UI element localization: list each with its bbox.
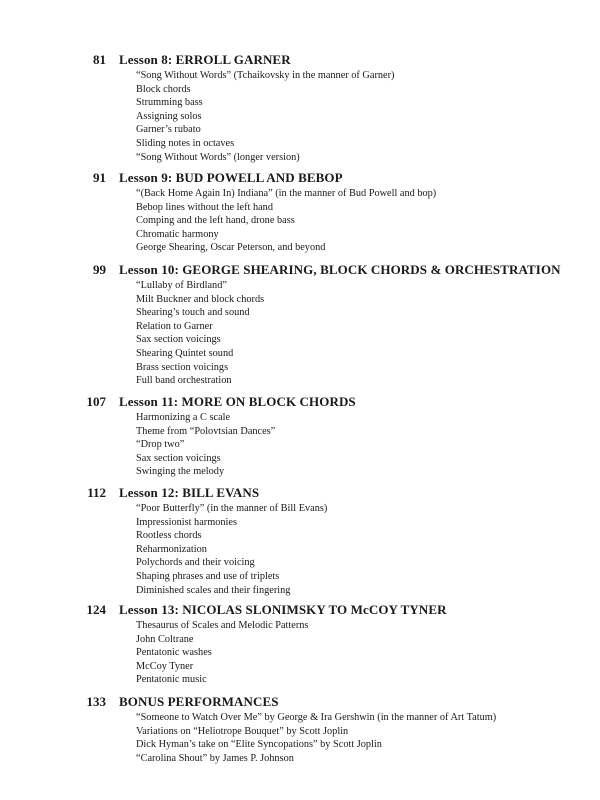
toc-subtopic: John Coltrane xyxy=(136,633,194,645)
toc-subtopic: Impressionist harmonies xyxy=(136,516,237,528)
toc-page-number: 124 xyxy=(86,602,106,617)
toc-section-heading: Lesson 8: ERROLL GARNER xyxy=(119,52,291,67)
toc-subtopic: “Lullaby of Birdland” xyxy=(136,280,227,291)
toc-subtopic-list xyxy=(136,187,436,255)
toc-subtopic-list xyxy=(136,502,327,597)
toc-subtopic: Chromatic harmony xyxy=(136,228,219,240)
toc-subtopic: George Shearing, Oscar Peterson, and beyond xyxy=(136,242,326,254)
toc-section-heading: Lesson 13: NICOLAS SLONIMSKY TO McCOY TYNER xyxy=(119,602,447,617)
toc-subtopic: “Someone to Watch Over Me” by George & Ira Gershwin (in the manner of Art Tatum) xyxy=(136,712,497,723)
toc-subtopic: Theme from “Polovtsian Dances” xyxy=(136,425,276,437)
toc-subtopic: Harmonizing a C scale xyxy=(136,412,231,423)
toc-subtopic: Pentatonic music xyxy=(136,674,207,686)
toc-subtopic: Shearing’s touch and sound xyxy=(136,307,250,319)
toc-subtopic: Milt Buckner and block chords xyxy=(136,293,265,305)
toc-page-number: 107 xyxy=(86,394,106,409)
toc-section-heading: Lesson 12: BILL EVANS xyxy=(119,485,260,500)
toc-subtopic: Assigning solos xyxy=(136,110,202,122)
toc-section-heading: Lesson 10: GEORGE SHEARING, BLOCK CHORDS & ORCHESTRATION xyxy=(119,262,561,277)
toc-subtopic: “Poor Butterfly” (in the manner of Bill Evans) xyxy=(136,503,328,514)
toc-subtopic-list xyxy=(136,711,496,765)
toc-subtopic: Pentatonic washes xyxy=(136,647,212,659)
toc-subtopic: Diminished scales and their fingering xyxy=(136,584,291,596)
toc-subtopic-list xyxy=(136,619,308,687)
toc-page-number: 133 xyxy=(86,694,106,709)
toc-subtopic: Shearing Quintet sound xyxy=(136,347,234,359)
toc-subtopic: Thesaurus of Scales and Melodic Patterns xyxy=(136,620,309,631)
toc-subtopic: “Drop two” xyxy=(136,439,185,451)
toc-subtopic: Variations on “Heliotrope Bouquet” by Scott Joplin xyxy=(136,725,349,737)
toc-subtopic: “Song Without Words” (Tchaikovsky in the manner of Garner) xyxy=(136,70,395,81)
toc-page-number: 112 xyxy=(87,485,106,500)
toc-subtopic: Reharmonization xyxy=(136,543,207,555)
toc-subtopic-list xyxy=(136,411,275,479)
toc-section-heading: BONUS PERFORMANCES xyxy=(119,694,279,709)
toc-subtopic: “Song Without Words” (longer version) xyxy=(136,151,300,163)
toc-subtopic: Swinging the melody xyxy=(136,466,225,478)
toc-subtopic: Strumming bass xyxy=(136,97,203,109)
toc-page-number: 99 xyxy=(93,262,106,277)
toc-subtopic: McCoy Tyner xyxy=(136,660,194,672)
toc-subtopic: Brass section voicings xyxy=(136,361,229,373)
toc-subtopic-list xyxy=(136,279,264,388)
toc-subtopic: Sax section voicings xyxy=(136,452,221,464)
toc-subtopic: Bebop lines without the left hand xyxy=(136,201,273,213)
toc-subtopic-list xyxy=(136,69,394,164)
toc-subtopic: Rootless chords xyxy=(136,530,202,542)
toc-subtopic: Sax section voicings xyxy=(136,334,221,346)
toc-subtopic: Garner’s rubato xyxy=(136,124,201,136)
toc-page-number: 91 xyxy=(93,170,106,185)
toc-subtopic: Dick Hyman’s take on “Elite Syncopations” by Scott Joplin xyxy=(136,739,382,751)
toc-section-heading: Lesson 9: BUD POWELL AND BEBOP xyxy=(119,170,343,185)
toc-subtopic: Relation to Garner xyxy=(136,320,213,332)
toc-subtopic: Polychords and their voicing xyxy=(136,557,255,569)
toc-subtopic: Block chords xyxy=(136,83,191,95)
toc-subtopic: Sliding notes in octaves xyxy=(136,137,235,149)
toc-subtopic: “(Back Home Again In) Indiana” (in the manner of Bud Powell and bop) xyxy=(136,188,437,199)
toc-subtopic: Comping and the left hand, drone bass xyxy=(136,215,295,227)
toc-section-heading: Lesson 11: MORE ON BLOCK CHORDS xyxy=(119,394,356,409)
toc-page-number: 81 xyxy=(93,52,106,67)
toc-subtopic: “Carolina Shout” by James P. Johnson xyxy=(136,752,294,764)
toc-subtopic: Full band orchestration xyxy=(136,375,232,387)
toc-subtopic: Shaping phrases and use of triplets xyxy=(136,570,280,582)
